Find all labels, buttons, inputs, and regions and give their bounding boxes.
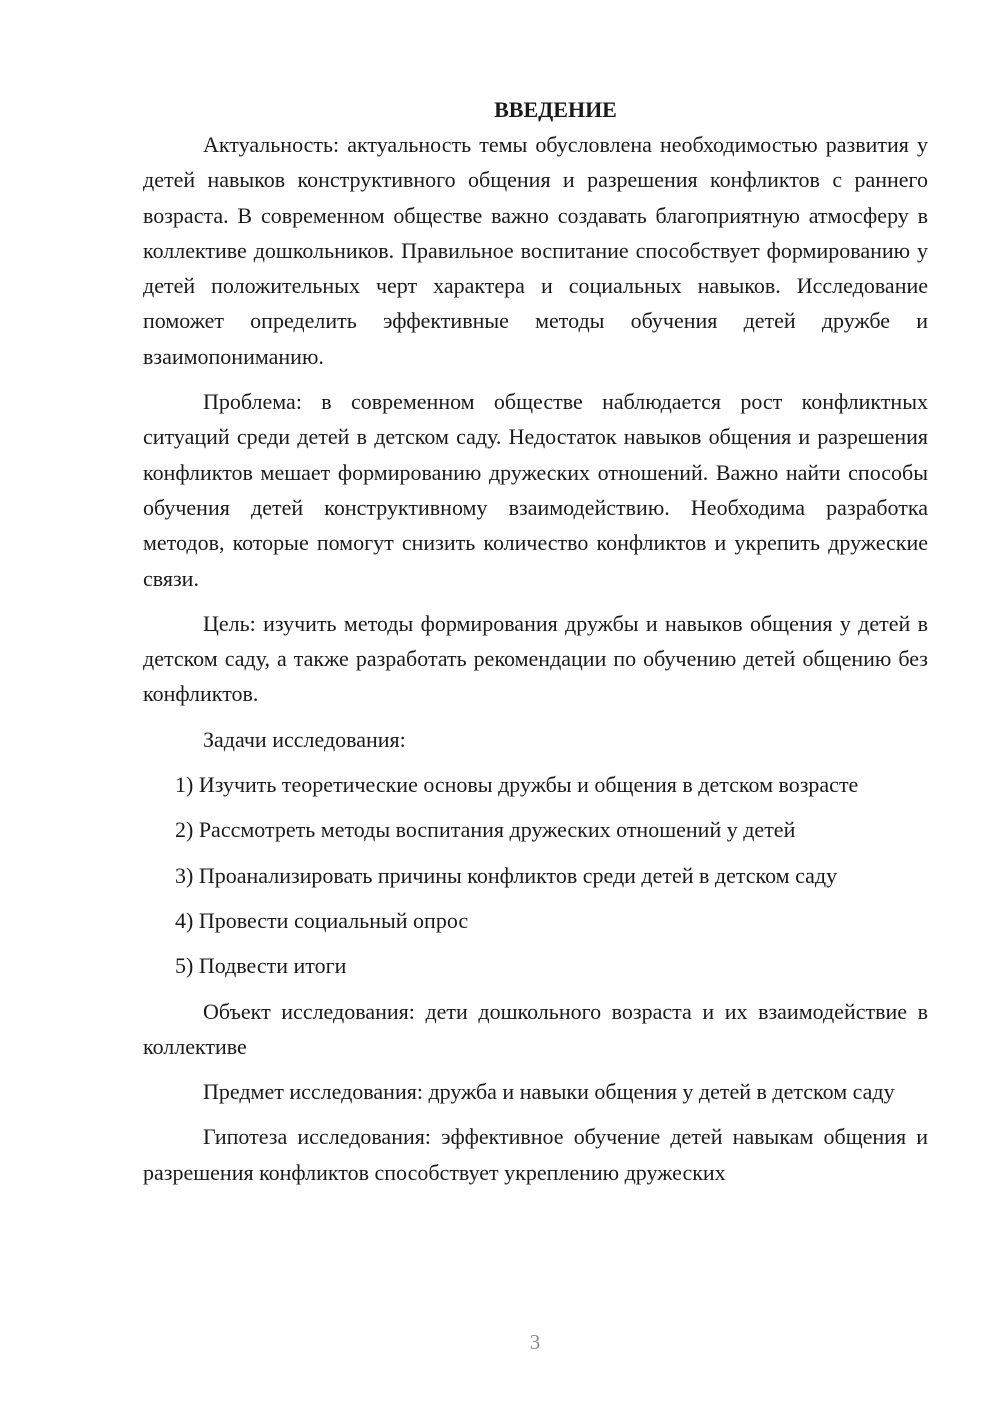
relevance-paragraph: Актуальность: актуальность темы обусловлена необходимостью развития у детей навыков конструктивного общения и разрешения конфликтов с раннего возраста. В современном обществе важно создавать благоприятную атмосферу в коллективе дошкольников. Правильное воспитание способствует формированию у детей положительных черт характера и социальных навыков. Исследование поможет определить эффективные методы обучения детей дружбе и взаимопониманию.	[143, 132, 928, 369]
task-item-5: 5) Подвести итоги	[175, 953, 347, 979]
tasks-list	[143, 767, 928, 983]
task-item-1: 1) Изучить теоретические основы дружбы и общения в детском возрасте	[175, 772, 859, 798]
tasks-title: Задачи исследования:	[203, 726, 406, 752]
goal-paragraph: Цель: изучить методы формирования дружбы и навыков общения у детей в детском саду, а также разработать рекомендации по обучению детей общению без конфликтов.	[143, 610, 928, 707]
subject-paragraph: Предмет исследования: дружба и навыки общения у детей в детском саду	[203, 1079, 895, 1105]
document-page	[143, 92, 928, 1190]
object-paragraph: Объект исследования: дети дошкольного возраста и их взаимодействие в коллективе	[143, 998, 928, 1059]
task-item-4: 4) Провести социальный опрос	[175, 907, 469, 933]
task-item-3: 3) Проанализировать причины конфликтов среди детей в детском саду	[175, 862, 838, 888]
problem-paragraph: Проблема: в современном обществе наблюдается рост конфликтных ситуаций среди детей в детском саду. Недостаток навыков общения и разрешения конфликтов мешает формированию дружеских отношений. Важно найти способы обучения детей конструктивному взаимодействию. Необходима разработка методов, которые помогут снизить количество конфликтов и укрепить дружеские связи.	[143, 389, 928, 591]
page-number: 3	[529, 1330, 541, 1354]
task-item-2: 2) Рассмотреть методы воспитания дружеских отношений у детей	[175, 817, 796, 843]
section-heading: ВВЕДЕНИЕ	[494, 97, 617, 122]
hypothesis-paragraph: Гипотеза исследования: эффективное обучение детей навыкам общения и разрешения конфликтов способствует укреплению дружеских	[143, 1124, 928, 1185]
